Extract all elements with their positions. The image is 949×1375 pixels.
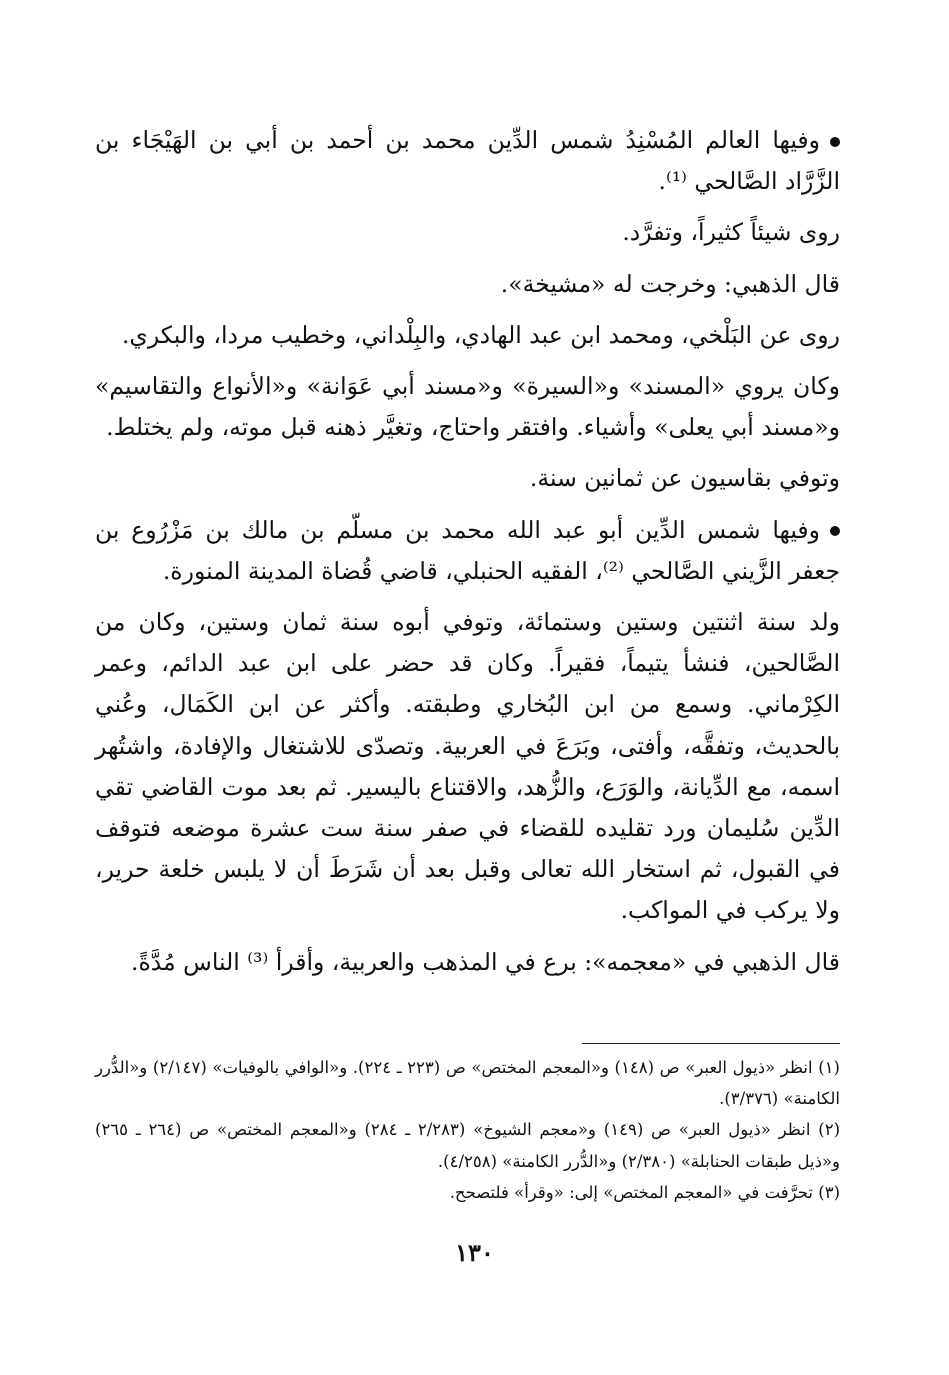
paragraph [95, 315, 840, 356]
paragraph-text: قال الذهبي: وخرجت له «مشيخة». [500, 269, 840, 298]
paragraph [95, 212, 840, 253]
footnote-divider [582, 1043, 840, 1044]
paragraph-text: روى عن البَلْخي، ومحمد ابن عبد الهادي، والبِلْداني، وخطيب مردا، والبكري. [121, 320, 840, 349]
paragraph-text: وفيها شمس الدِّين أبو عبد الله محمد بن مسلّم بن مالك بن مَزْرُوع بن جعفر الزَّيني الصَّالحي ⁽²⁾، الفقيه الحنبلي، قاضي قُضاة المدينة المنورة. [95, 515, 840, 585]
footnotes [95, 1052, 840, 1208]
paragraph [95, 366, 840, 448]
footnote: (٢) انظر «ذيول العبر» ص (١٤٩) و«معجم الشيوخ» (٢/٢٨٣ ـ ٢٨٤) و«المعجم المختص» ص (٢٦٤ ـ ٢٦٥) و«ذيل طبقات الحنابلة» (٢/٣٨٠) و«الدُّرر الكامنة» (٤/٢٥٨). [95, 1120, 840, 1171]
paragraph-text: وكان يروي «المسند» و«السيرة» و«مسند أبي عَوَانة» و«الأنواع والتقاسيم» و«مسند أبي يعلى» وأشياء. وافتقر واحتاج، وتغيَّر ذهنه قبل موته، ولم يختلط. [95, 372, 840, 442]
bullet-icon [830, 526, 840, 536]
paragraph [95, 458, 840, 499]
paragraph-text: قال الذهبي في «معجمه»: برع في المذهب والعربية، وأقرأ ⁽³⁾ الناس مُدَّةً. [131, 947, 840, 976]
paragraph [95, 602, 840, 932]
paragraph-text: وفيها العالم المُسْنِدُ شمس الدِّين محمد بن أحمد بن أبي بن الهَيْجَاء بن الزَّرَّاد الصَّالحي ⁽¹⁾. [95, 126, 840, 196]
footnote: (١) انظر «ذيول العبر» ص (١٤٨) و«المعجم المختص» ص (٢٢٣ ـ ٢٢٤). و«الوافي بالوفيات» (٢/١٤٧) و«الدُّرر الكامنة» (٣/٣٧٦). [95, 1058, 840, 1109]
main-text [95, 120, 840, 993]
paragraph [95, 942, 840, 983]
paragraph [95, 264, 840, 305]
paragraph [95, 510, 840, 592]
paragraph-text: روى شيئاً كثيراً، وتفرَّد. [622, 218, 840, 247]
paragraph-text: وتوفي بقاسيون عن ثمانين سنة. [529, 464, 840, 493]
paragraph-text: ولد سنة اثنتين وستين وستمائة، وتوفي أبوه سنة ثمان وستين، وكان من الصَّالحين، فنشأ يتيماً، فقيراً. وكان قد حضر على ابن عبد الدائم، وعمر الكِرْماني. وسمع من ابن البُخاري وطبقته. وأكثر عن ابن الكَمَال، وعُني بالحديث، وتفقَّه، وأفتى، وبَرَعَ في العربية. وتصدّى للاشتغال والإفادة، واشتُهر اسمه، مع الدِّيانة، والوَرَع، والزُّهد، والاقتناع باليسير. ثم بعد موت القاضي تقي الدِّين سُليمان ورد تقليده للقضاء في صفر سنة ست عشرة موضعه فتوقف في القبول، ثم استخار الله تعالى وقبل بعد أن شَرَطَ أن لا يلبس خلعة حرير، ولا يركب في المواكب. [95, 608, 840, 925]
bullet-icon [830, 137, 840, 147]
page-number: ١٣٠ [455, 1238, 494, 1267]
paragraph [95, 120, 840, 202]
footnote: (٣) تحرَّفت في «المعجم المختص» إلى: «وقرأ» فلتصحح. [449, 1182, 840, 1202]
